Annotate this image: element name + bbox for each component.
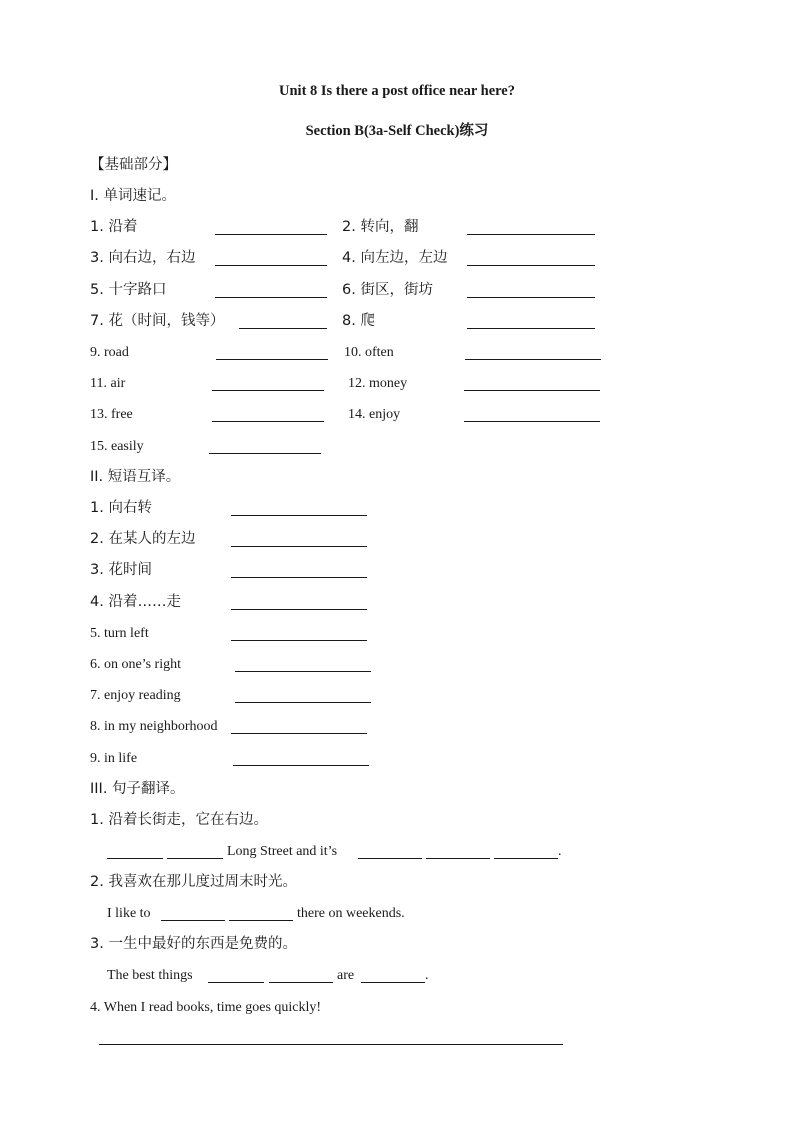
- vocab-item: 15. easily: [90, 439, 144, 454]
- answer-blank[interactable]: [426, 858, 490, 859]
- phrase-item: 8. in my neighborhood: [90, 719, 218, 734]
- sentence-question: 1. 沿着长街走，它在右边。: [90, 812, 268, 828]
- sentence-text: there on weekends.: [297, 906, 405, 921]
- vocab-item: 9. road: [90, 345, 129, 360]
- answer-blank[interactable]: [361, 982, 425, 983]
- answer-blank[interactable]: [229, 920, 293, 921]
- answer-line[interactable]: [99, 1044, 563, 1045]
- sentence-text: Long Street and it’s: [227, 844, 338, 859]
- answer-blank[interactable]: [233, 765, 369, 766]
- answer-blank[interactable]: [464, 421, 600, 422]
- vocab-item: 6. 街区，街坊: [342, 282, 433, 298]
- answer-blank[interactable]: [216, 359, 328, 360]
- phrase-item: 5. turn left: [90, 626, 149, 641]
- answer-blank[interactable]: [167, 858, 223, 859]
- vocab-item: 12. money: [348, 376, 408, 391]
- sentence-text: .: [425, 968, 429, 983]
- vocab-item: 8. 爬: [342, 313, 375, 329]
- vocab-item: 3. 向右边，右边: [90, 250, 196, 266]
- answer-blank[interactable]: [231, 609, 367, 610]
- answer-blank[interactable]: [231, 515, 367, 516]
- sentence-question: 4. When I read books, time goes quickly!: [90, 1000, 322, 1015]
- vocab-item: 13. free: [90, 407, 133, 422]
- answer-blank[interactable]: [235, 702, 371, 703]
- phrase-item: 3. 花时间: [90, 562, 152, 578]
- answer-blank[interactable]: [467, 265, 595, 266]
- answer-blank[interactable]: [212, 421, 324, 422]
- answer-blank[interactable]: [209, 453, 321, 454]
- answer-blank[interactable]: [208, 982, 264, 983]
- answer-blank[interactable]: [465, 359, 601, 360]
- answer-blank[interactable]: [358, 858, 422, 859]
- vocab-item: 14. enjoy: [348, 407, 401, 422]
- answer-blank[interactable]: [215, 234, 327, 235]
- sentence-text: I like to: [107, 906, 151, 921]
- answer-blank[interactable]: [467, 328, 595, 329]
- answer-blank[interactable]: [239, 328, 327, 329]
- sentence-text: The best things: [107, 968, 193, 983]
- answer-blank[interactable]: [215, 297, 327, 298]
- answer-blank[interactable]: [231, 733, 367, 734]
- answer-blank[interactable]: [212, 390, 324, 391]
- phrase-item: 6. on one’s right: [90, 657, 181, 672]
- answer-blank[interactable]: [464, 390, 600, 391]
- answer-blank[interactable]: [467, 234, 595, 235]
- phrase-item: 7. enjoy reading: [90, 688, 181, 703]
- vocab-item: 2. 转向，翻: [342, 219, 419, 235]
- answer-blank[interactable]: [235, 671, 371, 672]
- answer-blank[interactable]: [161, 920, 225, 921]
- answer-blank[interactable]: [494, 858, 558, 859]
- phrase-item: 1. 向右转: [90, 500, 152, 516]
- vocab-item: 7. 花（时间，钱等）: [90, 313, 225, 329]
- vocab-item: 10. often: [344, 345, 394, 360]
- answer-blank[interactable]: [107, 858, 163, 859]
- answer-blank[interactable]: [215, 265, 327, 266]
- vocab-item: 5. 十字路口: [90, 282, 167, 298]
- part2-heading: II. 短语互译。: [90, 469, 181, 485]
- section-heading: 【基础部分】: [90, 157, 177, 173]
- phrase-item: 4. 沿着……走: [90, 594, 181, 610]
- vocab-item: 11. air: [90, 376, 126, 391]
- part1-heading: I. 单词速记。: [90, 188, 176, 204]
- phrase-item: 2. 在某人的左边: [90, 531, 196, 547]
- page-subtitle: Section B(3a-Self Check)练习: [305, 123, 489, 139]
- part3-heading: III. 句子翻译。: [90, 781, 185, 797]
- sentence-question: 2. 我喜欢在那儿度过周末时光。: [90, 874, 297, 890]
- answer-blank[interactable]: [269, 982, 333, 983]
- page-title: Unit 8 Is there a post office near here?: [279, 83, 515, 99]
- answer-blank[interactable]: [231, 546, 367, 547]
- vocab-item: 1. 沿着: [90, 219, 138, 235]
- answer-blank[interactable]: [231, 577, 367, 578]
- answer-blank[interactable]: [231, 640, 367, 641]
- phrase-item: 9. in life: [90, 751, 138, 766]
- vocab-item: 4. 向左边，左边: [342, 250, 448, 266]
- answer-blank[interactable]: [467, 297, 595, 298]
- sentence-question: 3. 一生中最好的东西是免费的。: [90, 936, 297, 952]
- sentence-text: are: [337, 968, 355, 983]
- sentence-text: .: [558, 844, 562, 859]
